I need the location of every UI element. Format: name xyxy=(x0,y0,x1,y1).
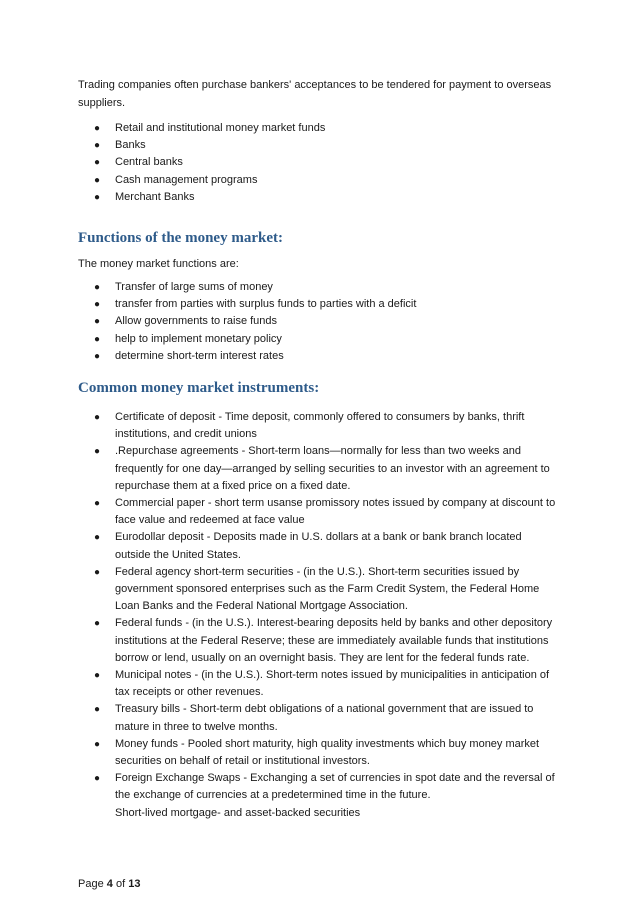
bullet-icon: ● xyxy=(94,282,101,293)
list-item: ● Merchant Banks xyxy=(0,189,638,206)
functions-list xyxy=(0,279,638,365)
list-item: ● Foreign Exchange Swaps - Exchanging a set of currencies in spot date and the reversal of the exchange of currencies at a predetermined time in the future. Short-lived mortgage- and asset-backed securities xyxy=(0,770,638,822)
bullet-icon: ● xyxy=(94,738,101,750)
instruments-list xyxy=(0,409,638,822)
bullet-icon: ● xyxy=(94,299,101,311)
list-item: ● Commercial paper - short term usanse promissory notes issued by company at discount to face value and redeemed at face value xyxy=(94,497,556,527)
bullet-icon: ● xyxy=(94,773,101,785)
bullet-icon: ● xyxy=(94,532,101,544)
bullet-icon: ● xyxy=(94,566,101,578)
bullet-icon: ● xyxy=(94,316,101,328)
list-item: ● transfer from parties with surplus funds to parties with a deficit xyxy=(0,296,638,313)
functions-heading: Functions of the money market: xyxy=(78,230,283,246)
list-item: ● Certificate of deposit - Time deposit, commonly offered to consumers by banks, thrift institutions, and credit unions xyxy=(94,411,525,441)
page-of-label: of xyxy=(115,878,126,890)
list-item: ● Retail and institutional money market funds xyxy=(0,120,638,137)
functions-lead: The money market functions are: xyxy=(78,258,239,270)
list-item: ● Municipal notes - (in the U.S.). Short-term notes issued by municipalities in anticipation of tax receipts or other revenues. xyxy=(94,669,550,699)
bullet-icon: ● xyxy=(94,670,101,682)
list-item: ● Treasury bills - Short-term debt obligations of a national government that are issued to mature in three to twelve months. xyxy=(94,703,534,733)
list-item: ● Allow governments to raise funds xyxy=(0,313,638,330)
intro-paragraph: Trading companies often purchase bankers' acceptances to be tendered for payment to overseas suppliers. xyxy=(78,79,552,109)
page-number: 4 xyxy=(106,878,113,890)
list-item-continuation: Short-lived mortgage- and asset-backed securities xyxy=(115,806,361,819)
bullet-icon: ● xyxy=(94,174,101,186)
page-total: 13 xyxy=(128,878,141,890)
list-item: ● Central banks xyxy=(0,154,638,171)
bullet-icon: ● xyxy=(94,350,101,362)
list-item: ● .Repurchase agreements - Short-term loans—normally for less than two weeks and frequently for one day—arranged by selling securities to an investor with an agreement to repurchase them at a fixed price on a fixed date. xyxy=(94,445,550,492)
bullet-icon: ● xyxy=(94,123,101,134)
bullet-icon: ● xyxy=(94,157,101,169)
list-item: ● Money funds - Pooled short maturity, high quality investments which buy money market securities on behalf of retail or institutional investors. xyxy=(94,737,540,768)
bullet-icon: ● xyxy=(94,191,101,203)
bullet-icon: ● xyxy=(94,140,101,152)
list-item: ● Banks xyxy=(0,137,638,154)
list-item: ● Federal funds - (in the U.S.). Interest-bearing deposits held by banks and other depository institutions at the Federal Reserve; these are immediately available funds that institutions borrow or lend, usually on an overnight basis. They are lent for the federal funds rate. xyxy=(94,617,553,664)
list-item: ● Transfer of large sums of money xyxy=(0,279,638,296)
list-item: ● Cash management programs xyxy=(0,172,638,189)
bullet-icon: ● xyxy=(94,446,101,458)
participants-list xyxy=(0,120,638,206)
page-label: Page xyxy=(78,878,104,890)
bullet-icon: ● xyxy=(94,618,101,630)
list-item: ● Federal agency short-term securities - (in the U.S.). Short-term securities issued by government sponsored enterprises such as the Farm Credit System, the Federal Home Loan Banks and the Federal National Mortgage Association. xyxy=(94,565,540,613)
instruments-heading: Common money market instruments: xyxy=(78,380,320,396)
page-footer xyxy=(78,876,140,892)
list-item: ● help to implement monetary policy xyxy=(0,331,638,348)
bullet-icon: ● xyxy=(94,704,101,716)
bullet-icon: ● xyxy=(94,412,101,423)
bullet-icon: ● xyxy=(94,498,101,510)
list-item: ● Eurodollar deposit - Deposits made in U.S. dollars at a bank or bank branch located outside the United States. xyxy=(94,531,522,561)
list-item: ● determine short-term interest rates xyxy=(0,348,638,365)
bullet-icon: ● xyxy=(94,333,101,345)
